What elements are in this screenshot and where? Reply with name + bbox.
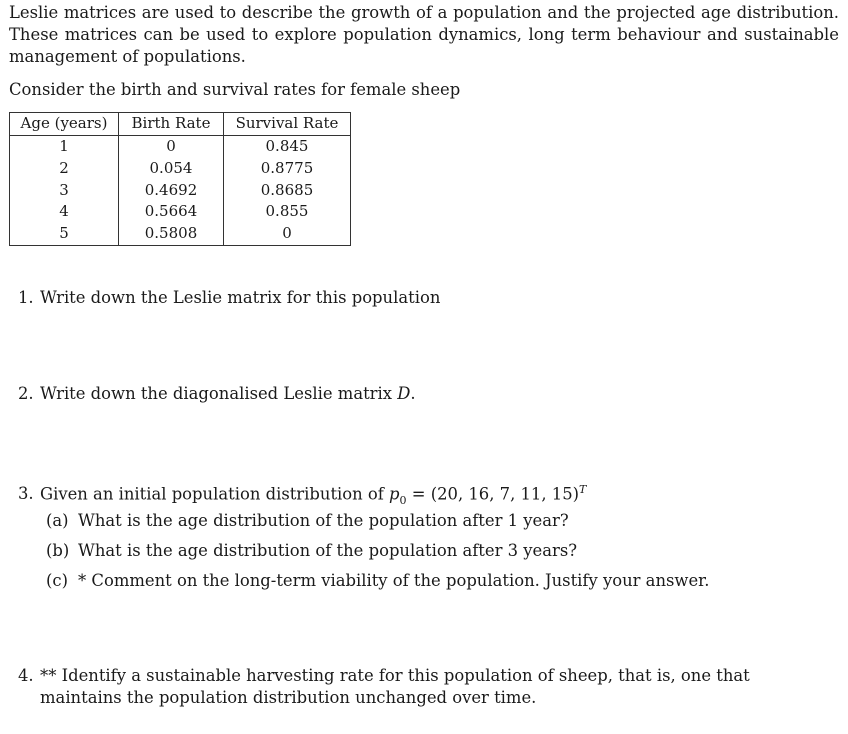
table-row [10, 136, 351, 158]
birth-rate-cell: 0.4692 [119, 180, 224, 202]
question-3-number: 3. [18, 484, 34, 504]
age-cell: 2 [10, 158, 119, 180]
question-3-p-subscript: 0 [399, 493, 407, 507]
table-header-row [10, 113, 351, 136]
question-3-equation: = (20, 16, 7, 11, 15) [406, 484, 580, 504]
question-3-p: p [389, 484, 400, 504]
question-2-text: Write down the diagonalised Leslie matrix [40, 384, 398, 403]
birth-rate-cell: 0.5664 [119, 201, 224, 223]
question-3a-text: What is the age distribution of the population after 1 year? [78, 511, 569, 530]
question-4 [18, 665, 833, 709]
question-3b [46, 540, 577, 562]
survival-rate-cell: 0.855 [224, 201, 351, 223]
header-birth-rate: Birth Rate [119, 113, 224, 136]
question-4-number: 4. [18, 666, 34, 685]
table-row [10, 201, 351, 223]
question-2 [18, 383, 416, 405]
age-cell: 1 [10, 136, 119, 158]
survival-rate-cell: 0.8775 [224, 158, 351, 180]
survival-rate-cell: 0 [224, 223, 351, 245]
intro-paragraph: Leslie matrices are used to describe the growth of a population and the projected age distribution. These matrices can be used to explore population dynamics, long term behaviour and sustainable management of populations. [9, 3, 839, 66]
age-cell: 4 [10, 201, 119, 223]
birth-rate-cell: 0.5808 [119, 223, 224, 245]
age-cell: 3 [10, 180, 119, 202]
survival-rate-cell: 0.8685 [224, 180, 351, 202]
birth-rate-cell: 0.054 [119, 158, 224, 180]
question-3-text: Given an initial population distribution of [40, 484, 390, 504]
header-survival-rate: Survival Rate [224, 113, 351, 136]
survival-rate-cell: 0.845 [224, 136, 351, 158]
table-row [10, 180, 351, 202]
question-1-number: 1. [18, 288, 34, 307]
rates-table [9, 112, 351, 246]
question-3b-text: What is the age distribution of the population after 3 years? [78, 541, 578, 560]
birth-rate-cell: 0 [119, 136, 224, 158]
question-2-variable: D [397, 384, 411, 403]
question-1 [18, 287, 440, 309]
age-cell: 5 [10, 223, 119, 245]
question-3c [46, 570, 709, 592]
question-3a [46, 510, 569, 532]
table-row [10, 158, 351, 180]
question-3c-label: (c) [46, 571, 68, 590]
table-row [10, 223, 351, 245]
question-2-end: . [410, 384, 416, 403]
header-age: Age (years) [10, 113, 119, 136]
question-1-text: Write down the Leslie matrix for this population [40, 288, 441, 307]
question-4-text: ** Identify a sustainable harvesting rate for this population of sheep, that is, one that maintains the population distribution unchanged over time. [40, 666, 750, 707]
question-3a-label: (a) [46, 511, 69, 530]
question-3b-label: (b) [46, 541, 70, 560]
question-3-transpose: T [579, 483, 587, 496]
question-3 [18, 479, 586, 512]
consider-text: Consider the birth and survival rates for female sheep [9, 80, 461, 99]
question-2-number: 2. [18, 384, 34, 403]
question-3c-text: * Comment on the long-term viability of the population. Justify your answer. [78, 571, 710, 590]
